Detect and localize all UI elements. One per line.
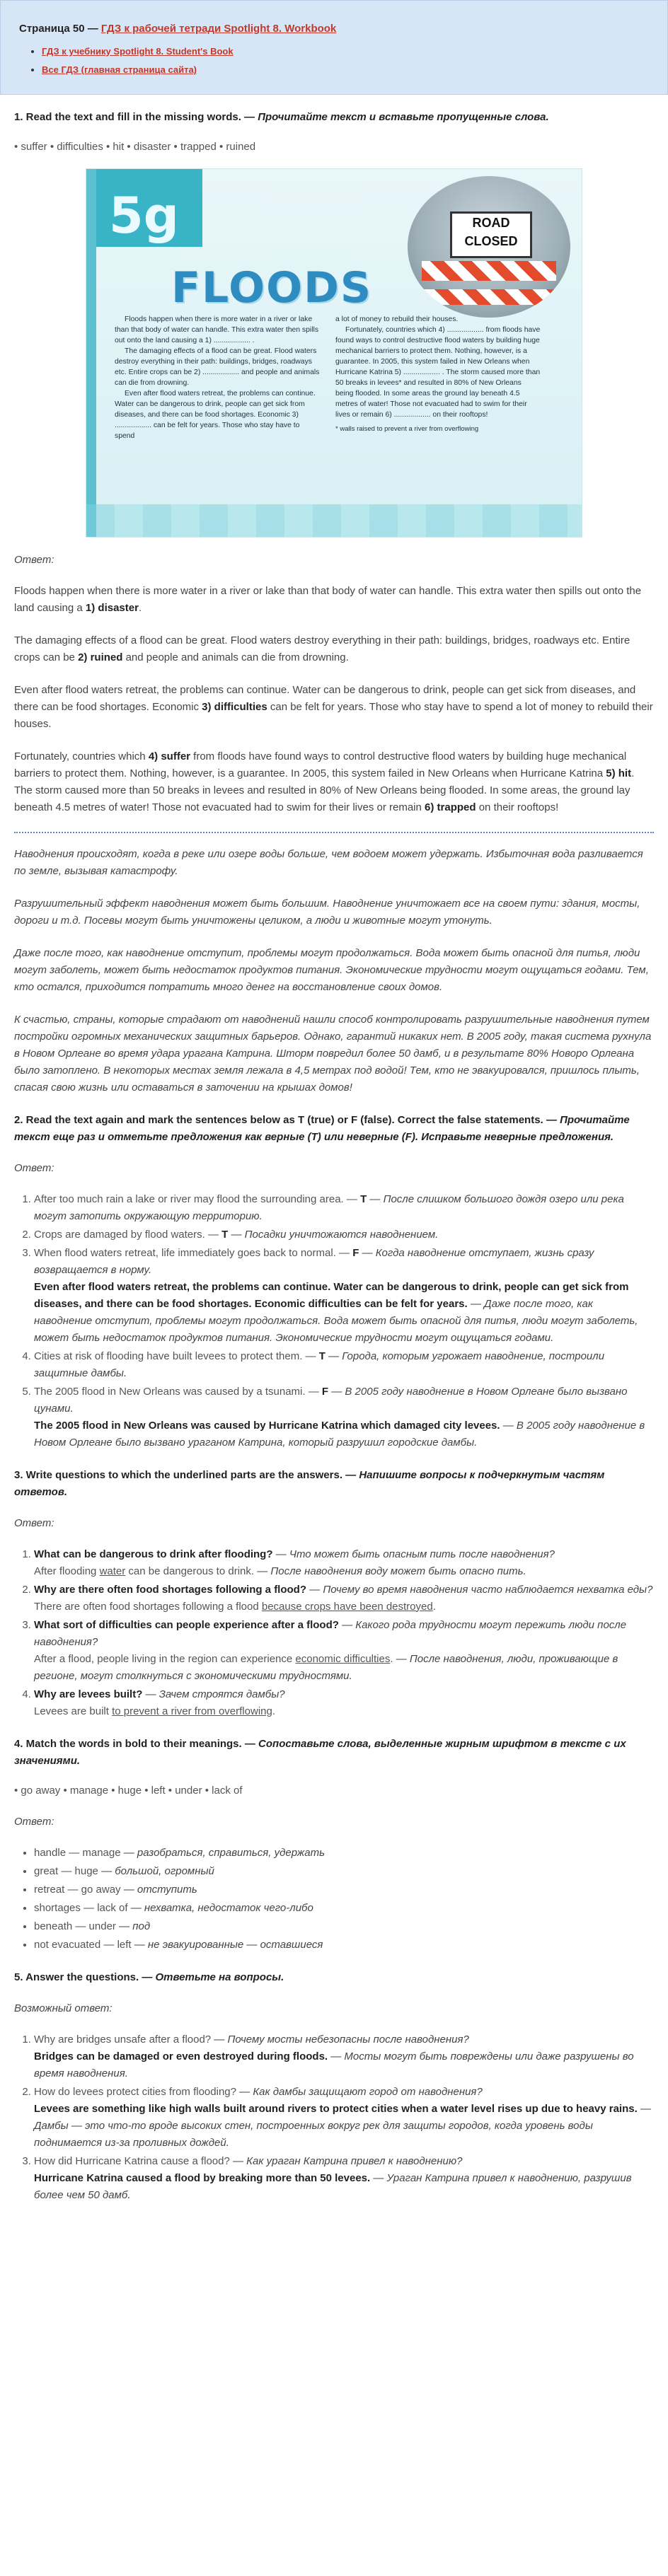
answer-paragraph	[14, 632, 654, 666]
list-item	[34, 1863, 654, 1880]
answer-text: can be dangerous to drink.	[125, 1565, 255, 1577]
question: How do levees protect cities from flooding?	[34, 2085, 236, 2098]
question-translation: — Почему во время наводнения часто наблюдается нехватка еды?	[306, 1583, 653, 1596]
statement: Crops are damaged by flood waters. —	[34, 1228, 222, 1241]
question: Why are there often food shortages following a flood?	[34, 1583, 307, 1596]
match-pair: not evacuated — left	[34, 1938, 132, 1951]
underlined-part: to prevent a river from overflowing	[112, 1705, 272, 1717]
statement-translation: — Когда наводнение отступает, жизнь сразу возвращается в норму.	[34, 1246, 594, 1276]
task2-answer-label: Ответ:	[14, 1161, 54, 1174]
answer-word: 4) suffer	[148, 750, 190, 762]
tf-mark: T	[221, 1228, 229, 1241]
match-translation: — нехватка, недостаток чего-либо	[127, 1901, 313, 1914]
task3-heading	[14, 1467, 654, 1501]
tf-mark: F	[321, 1385, 329, 1398]
answer-translation: — Ураган Катрина привел к наводнению, разрушив более чем 50 дамб.	[34, 2171, 632, 2201]
related-link-item	[42, 63, 649, 78]
task1-wordlist: • suffer • difficulties • hit • disaster • trapped • ruined	[14, 140, 256, 153]
translation-paragraph: Разрушительный эффект наводнения может быть большим. Наводнение уничтожает все на своем пути: здания, мосты, дороги и т.д. Посевы могут быть уничтожены целиком, а люди и животные могут утонуть.	[14, 897, 640, 927]
match-pair: beneath — under	[34, 1920, 116, 1932]
question-translation: — Что может быть опасным пить после наводнения?	[272, 1548, 555, 1560]
question-translation: — Зачем строятся дамбы?	[142, 1688, 285, 1700]
list-item	[34, 1191, 654, 1225]
answer-translation: — После наводнения воду может быть опасно пить.	[254, 1565, 526, 1577]
all-gdz-link[interactable]: Все ГДЗ (главная страница сайта)	[42, 64, 197, 75]
poster-paragraph: The damaging effects of a flood can be great. Flood waters destroy everything in their path: buildings, bridges, roadways etc. Entire crops can be 2) .................. and people and animals can die from drowning.	[115, 347, 320, 388]
true-false-list	[14, 1191, 654, 1451]
unit-badge	[96, 169, 202, 247]
answer-text: from floods have found ways to control destructive flood waters by building huge mechanical barriers to protect them. Nothing, however, is a guarantee. In 2005, this system failed in New Orleans when Hurricane Katrina	[14, 750, 627, 779]
poster-wave	[86, 504, 582, 537]
answer-translation: — Дамбы — это что-то вроде высоких стен, построенных вокруг рек для защиты городов, когда уровень воды поднимается из-за проливных дождей.	[34, 2102, 651, 2149]
match-pair: handle — manage	[34, 1846, 121, 1859]
list-item	[34, 2031, 654, 2082]
match-pair: retreat — go away	[34, 1883, 121, 1896]
statement: When flood waters retreat, life immediately goes back to normal. —	[34, 1246, 353, 1259]
question-translation: — Как ураган Катрина привел к наводнению?	[229, 2154, 463, 2167]
poster-column-left	[115, 314, 320, 442]
dotted-divider	[14, 832, 654, 833]
answer-text: After a flood, people living in the region can experience	[34, 1652, 296, 1665]
barrier-stripe	[422, 289, 556, 305]
list-item	[34, 1383, 654, 1451]
barrier-stripe	[422, 261, 556, 281]
match-translation: — отступить	[120, 1883, 197, 1896]
statement: The 2005 flood in New Orleans was caused by a tsunami. —	[34, 1385, 322, 1398]
answer-text: .	[390, 1652, 393, 1665]
answer-word: 1) disaster	[85, 601, 139, 614]
workbook-link[interactable]: ГДЗ к рабочей тетради Spotlight 8. Workbook	[100, 23, 337, 35]
list-item	[34, 1881, 654, 1898]
answer-translation: — Мосты могут быть повреждены или даже разрушены во время наводнения.	[34, 2050, 634, 2079]
answer-text: and people and animals can die from drowning.	[122, 651, 349, 663]
answer-text: After flooding	[34, 1565, 100, 1577]
question-translation: — Почему мосты небезопасны после наводнения?	[211, 2033, 469, 2046]
poster-paragraph: Even after flood waters retreat, the problems can continue. Water can be dangerous to drink, people can get sick from diseases, and there can be food shortages. Economic 3) .................. can be felt for years. Those who stay have to spend	[115, 390, 316, 441]
answer-text: can be felt for years. Those who stay have to spend a lot of money to rebuild their houses.	[14, 700, 653, 730]
task3-heading-en: 3. Write questions to which the underlined parts are the answers. —	[14, 1468, 359, 1481]
underlined-part: water	[99, 1565, 126, 1577]
road-closed-photo	[408, 176, 570, 318]
answer-word: 5) hit	[606, 767, 632, 779]
correction: The 2005 flood in New Orleans was caused by Hurricane Katrina which damaged city levees.	[34, 1419, 500, 1432]
floods-textbook-image	[86, 168, 582, 538]
tf-mark: T	[318, 1350, 326, 1362]
list-item	[34, 1937, 654, 1954]
question-translation: — Какого рода трудности могут пережить люди после наводнения?	[34, 1618, 627, 1648]
answer-paragraph	[14, 583, 654, 617]
answer-text: .	[272, 1705, 276, 1717]
sign-line2: CLOSED	[464, 233, 518, 248]
task4-heading	[14, 1736, 654, 1770]
underlined-part: economic difficulties	[295, 1652, 391, 1665]
match-translation: — не эвакуированные — оставшиеся	[131, 1938, 323, 1951]
answer-text: There are often food shortages following a flood	[34, 1600, 262, 1613]
task5-heading-ru: Ответьте на вопросы.	[155, 1971, 284, 1983]
answer-text: . The storm caused more than 50 breaks in levees and resulted in 80% of New Orleans being flooded. In some areas, the ground lay beneath 4.5 metres of water! Those not evacuated had to swim for their lives or remain	[14, 767, 635, 813]
statement-translation: — Посадки уничтожаются наводнением.	[228, 1228, 439, 1241]
task5-heading-en: 5. Answer the questions. —	[14, 1971, 156, 1983]
translation-paragraph: Даже после того, как наводнение отступит, проблемы могут продолжаться. Вода может быть опасной для питья, люди могут заболеть, может быть недостаток продуктов питания. Экономические трудности могут ощущаться годами. Тем, кто остался, приходится потратить много денег на восстановление своих домов.	[14, 946, 649, 993]
list-item	[34, 1226, 654, 1243]
related-links	[19, 45, 649, 78]
unit-badge-label: 5g	[109, 186, 179, 245]
list-item	[34, 1686, 654, 1720]
poster-sidebar	[86, 169, 96, 537]
task1-heading	[14, 109, 654, 126]
task2-heading	[14, 1112, 654, 1146]
answer: Levees are something like high walls built around rivers to protect cities when a water level rises up due to heavy rains.	[34, 2102, 638, 2115]
answer-word: 6) trapped	[425, 801, 476, 813]
list-item	[34, 1617, 654, 1685]
poster-title: FLOODS	[171, 262, 373, 313]
sign-line1: ROAD	[472, 215, 510, 230]
answer-text: The damaging effects of a flood can be great. Flood waters destroy everything in their path: buildings, bridges, roadways etc. Entire crops can be	[14, 634, 630, 663]
poster-paragraph: Fortunately, countries which 4) .................. from floods have found ways to control destructive flood waters by building huge mechanical barriers to protect them. Nothing, however, is a guarantee. In 2005, this system failed in New Orleans when Hurricane Katrina 5) .................. . The storm caused more than 50 breaks in levees* and resulted in 80% of New Orleans being flooded. In some areas the ground lay beneath 4.5 metres of water! Those not evacuated had to swim for their lives or remain 6) .................. on their rooftops!	[335, 325, 541, 419]
list-item	[34, 2153, 654, 2204]
statement-translation: — Города, которым угрожает наводнение, построили защитные дамбы.	[34, 1350, 605, 1379]
related-link-item	[42, 45, 649, 59]
answer-text: Fortunately, countries which	[14, 750, 149, 762]
answer: Hurricane Katrina caused a flood by breaking more than 50 levees.	[34, 2171, 371, 2184]
statement-translation: — После слишком большого дождя озеро или река могут затопить окружающую территорию.	[34, 1193, 624, 1222]
correction: Even after flood waters retreat, the problems can continue. Water can be dangerous to drink, people can get sick from diseases, and there can be food shortages. Economic difficulties can be felt for years.	[34, 1280, 629, 1310]
answer-text: Floods happen when there is more water in a river or lake than that body of water can handle. This extra water then spills out onto the land causing a	[14, 584, 642, 614]
task5-answer-label: Возможный ответ:	[14, 2002, 113, 2014]
answer-translation: — После наводнения, люди, проживающие в регионе, могут столкнуться с экономическими трудностями.	[34, 1652, 618, 1682]
list-item	[34, 1845, 654, 1862]
statement: Cities at risk of flooding have built levees to protect them. —	[34, 1350, 319, 1362]
task4-heading-ru: Сопоставьте слова, выделенные жирным шрифтом в тексте с их значениями.	[14, 1737, 626, 1767]
match-translation: — под	[115, 1920, 151, 1932]
task3-answer-label: Ответ:	[14, 1516, 54, 1529]
poster-paragraph: Floods happen when there is more water in a river or lake than that body of water can handle. This extra water then spills out onto the land causing a 1) .................. .	[115, 315, 319, 344]
answer-text: on their rooftops!	[476, 801, 559, 813]
match-pair: shortages — lack of	[34, 1901, 128, 1914]
match-translation: — разобраться, справиться, удержать	[120, 1846, 325, 1859]
task1-answer-label: Ответ:	[14, 553, 54, 566]
answer-paragraph	[14, 748, 654, 816]
list-item	[34, 1582, 654, 1615]
question: Why are bridges unsafe after a flood?	[34, 2033, 212, 2046]
task1-heading-en: 1. Read the text and fill in the missing words. —	[14, 110, 258, 123]
task2-heading-en: 2. Read the text again and mark the sentences below as T (true) or F (false). Correct the false statements. —	[14, 1113, 560, 1126]
questions-list	[14, 1546, 654, 1720]
question: What sort of difficulties can people experience after a flood?	[34, 1618, 339, 1631]
correction-translation: — Даже после того, как наводнение отступит, проблемы могут продолжаться. Вода может быть опасной для питья, люди могут заболеть, может быть недостаток продуктов питания. Экономические трудности могут ощущаться годами.	[34, 1297, 638, 1344]
answer-word: 2) ruined	[78, 651, 123, 663]
question: How did Hurricane Katrina cause a flood?	[34, 2154, 230, 2167]
task4-wordlist: • go away • manage • huge • left • under • lack of	[14, 1784, 243, 1797]
answer-paragraph	[14, 682, 654, 733]
translation-paragraph: К счастью, страны, которые страдают от наводнений нашли способ контролировать разрушительные наводнения путем постройки огромных механических защитных барьеров. Однако, гарантий никаких нет. В 2005 году, такая система рухнула в Новом Орлеане во время удара урагана Катрина. Шторм повредил более 50 дамб, и в результате 80% Новоро Орлеана было затоплено. В некоторых местах земля лежала в 4,5 метрах под водой! Тем, кто не эвакуировался, пришлось плыть, спасая свою жизнь или оставаться в заточении на крышах домов!	[14, 1013, 652, 1093]
list-item	[34, 1918, 654, 1935]
underlined-part: because crops have been destroyed	[261, 1600, 433, 1613]
translation-paragraph: Наводнения происходят, когда в реке или озере воды больше, чем водоем может удержать. Избыточная вода разливается по земле, вызывая катастрофу.	[14, 847, 643, 877]
list-item	[34, 1900, 654, 1917]
task2-heading-ru: Прочитайте текст еще раз и отметьте предложения как верные (T) или неверные (F). Исправьте неверные предложения.	[14, 1113, 630, 1143]
task4-heading-en: 4. Match the words in bold to their meanings. —	[14, 1737, 259, 1750]
match-pair: great — huge	[34, 1864, 98, 1877]
task4-answer-label: Ответ:	[14, 1815, 54, 1828]
textbook-image-wrap	[14, 168, 654, 538]
answer-text: Even after flood waters retreat, the problems can continue. Water can be dangerous to drink, people can get sick from diseases, and there can be food shortages. Economic	[14, 683, 636, 713]
answer-text: .	[432, 1600, 436, 1613]
road-closed-sign	[450, 211, 532, 258]
match-translation: — большой, огромный	[98, 1864, 214, 1877]
list-item	[34, 1546, 654, 1580]
task3-heading-ru: Напишите вопросы к подчеркнутым частям ответов.	[14, 1468, 605, 1498]
list-item	[34, 1348, 654, 1382]
task5-heading	[14, 1969, 654, 1986]
breadcrumb-box	[0, 0, 668, 95]
task1-heading-ru: Прочитайте текст и вставьте пропущенные слова.	[258, 110, 549, 123]
list-item	[34, 2084, 654, 2152]
statement-translation: — В 2005 году наводнение в Новом Орлеане было вызвано цунами.	[34, 1385, 628, 1415]
statement: After too much rain a lake or river may flood the surrounding area. —	[34, 1193, 361, 1205]
page-title	[19, 21, 649, 37]
matching-list	[14, 1845, 654, 1954]
poster-column-right	[335, 314, 541, 435]
tf-mark: F	[352, 1246, 359, 1259]
list-item	[34, 1245, 654, 1347]
tf-mark: T	[360, 1193, 367, 1205]
question: Why are levees built?	[34, 1688, 143, 1700]
poster-footnote: * walls raised to prevent a river from overflowing	[335, 425, 479, 434]
answer: Bridges can be damaged or even destroyed during floods.	[34, 2050, 328, 2062]
question-translation: — Как дамбы защищают город от наводнения?	[236, 2085, 483, 2098]
title-prefix: Страница 50 —	[19, 23, 101, 35]
poster-paragraph: a lot of money to rebuild their houses.	[335, 315, 459, 323]
answer-text: Levees are built	[34, 1705, 113, 1717]
correction-translation: — В 2005 году наводнение в Новом Орлеане было вызвано ураганом Катрина, который разрушил городские дамбы.	[34, 1419, 645, 1449]
question: What can be dangerous to drink after flooding?	[34, 1548, 273, 1560]
answers-list	[14, 2031, 654, 2204]
students-book-link[interactable]: ГДЗ к учебнику Spotlight 8. Student's Book	[42, 46, 234, 57]
answer-word: 3) difficulties	[202, 700, 267, 713]
answer-text: .	[138, 601, 142, 614]
